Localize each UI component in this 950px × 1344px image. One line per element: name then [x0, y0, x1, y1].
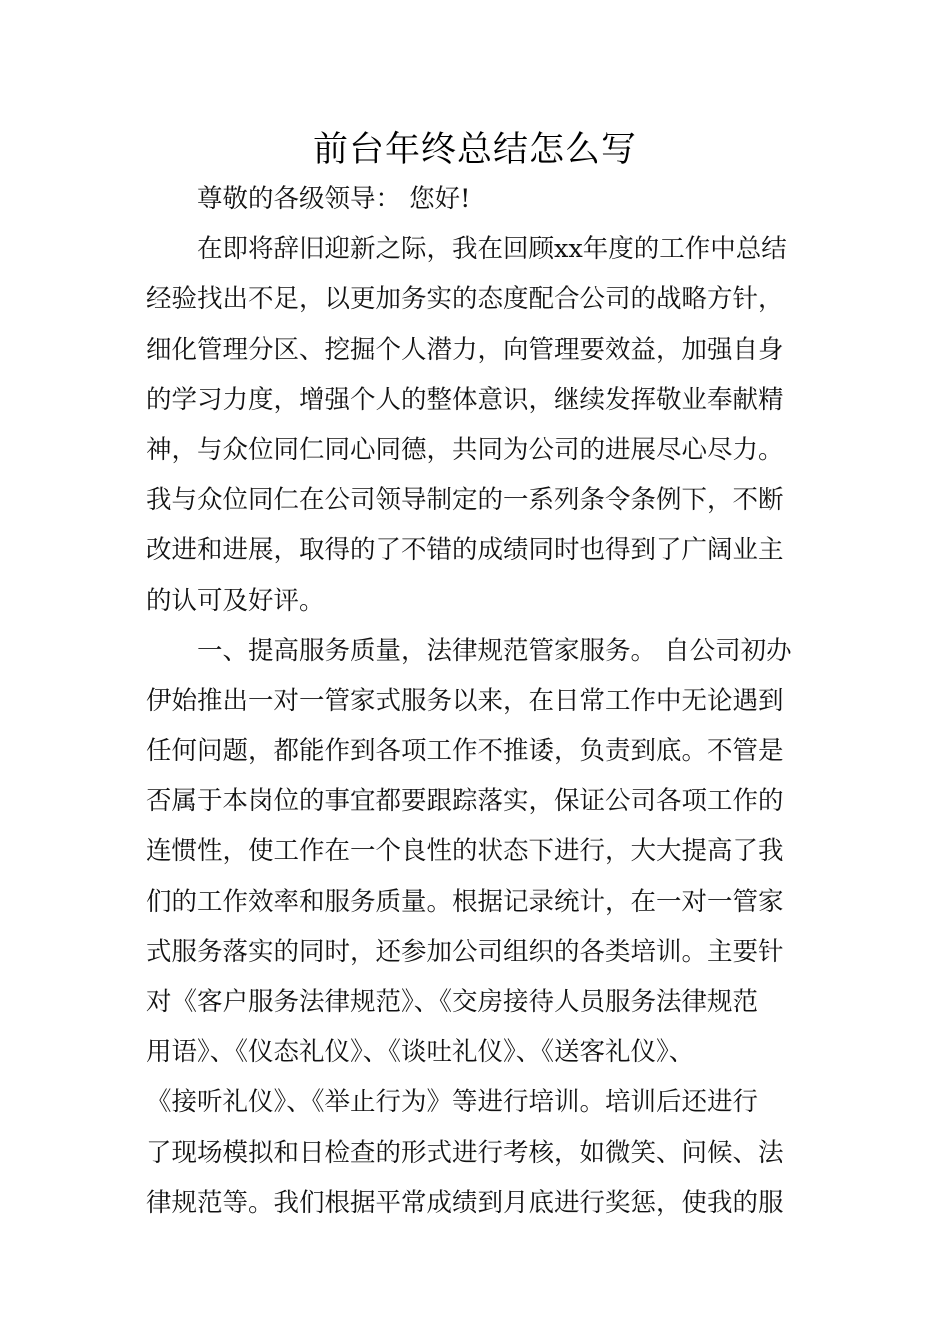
paragraph-line: 《接听礼仪》、《举止行为》等进行培训。培训后还进行 — [146, 1087, 759, 1118]
paragraph-line: 用语》、《仪态礼仪》、《谈吐礼仪》、《送客礼仪》、 — [146, 1037, 695, 1068]
document-body — [146, 174, 806, 1228]
paragraph-line: 式服务落实的同时，还参加公司组织的各类培训。主要针 — [146, 936, 784, 967]
paragraph-line: 伊始推出一对一管家式服务以来，在日常工作中无论遇到 — [146, 685, 784, 716]
paragraph-line: 连惯性，使工作在一个良性的状态下进行，大大提高了我 — [146, 836, 784, 867]
paragraph-line: 了现场模拟和日检查的形式进行考核，如微笑、问候、法 — [146, 1137, 784, 1168]
paragraph-line: 改进和进展，取得的了不错的成绩同时也得到了广阔业主 — [146, 535, 784, 566]
paragraph-line: 对《客户服务法律规范》、《交房接待人员服务法律规范 — [146, 987, 759, 1017]
paragraph-line: 的认可及好评。 — [146, 585, 325, 616]
paragraph-line: 我与众位同仁在公司领导制定的一系列条令条例下，不断 — [146, 485, 784, 516]
document-title: 前台年终总结怎么写 — [312, 130, 637, 170]
paragraph-line: 细化管理分区、挖掘个人潜力，向管理要效益，加强自身 — [146, 334, 784, 365]
paragraph-line: 的学习力度，增强个人的整体意识，继续发挥敬业奉献精 — [146, 384, 784, 415]
paragraph-line: 律规范等。我们根据平常成绩到月底进行奖惩，使我的服 — [146, 1187, 784, 1218]
greeting-line: 尊敬的各级领导： 您好! — [197, 184, 471, 214]
paragraph-line: 否属于本岗位的事宜都要跟踪落实，保证公司各项工作的 — [146, 786, 784, 817]
section-heading-line: 一、提高服务质量，法律规范管家服务。 自公司初办 — [197, 635, 792, 666]
paragraph-line: 神，与众位同仁同心同德，共同为公司的进展尽心尽力。 — [146, 434, 784, 465]
paragraph-line: 们的工作效率和服务质量。根据记录统计，在一对一管家 — [146, 886, 784, 917]
paragraph-line: 任何问题，都能作到各项工作不推诿，负责到底。不管是 — [146, 736, 784, 767]
paragraph-line: 经验找出不足，以更加务实的态度配合公司的战略方针， — [146, 284, 784, 315]
paragraph-line: 在即将辞旧迎新之际，我在回顾xx年度的工作中总结 — [197, 234, 787, 265]
